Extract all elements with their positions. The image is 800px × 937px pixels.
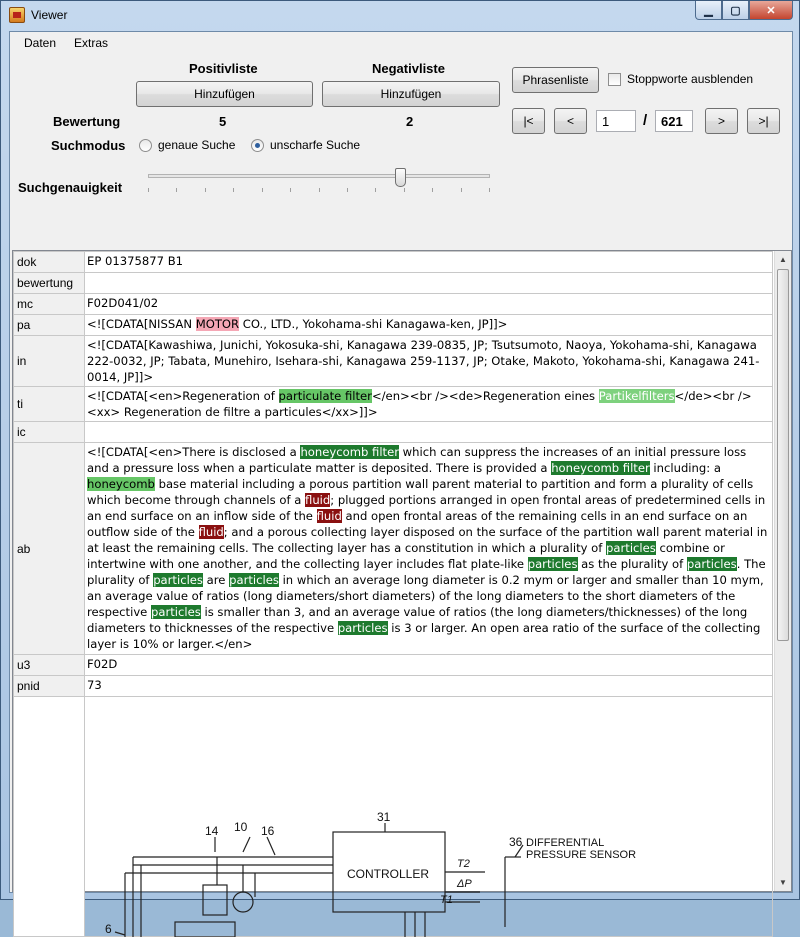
ab-text: ; plugged portions arranged in open frontal areas of predetermined cells in an end surface on an inflow side of the — [87, 493, 766, 523]
slider-tick — [432, 188, 433, 192]
label-16: 16 — [261, 824, 275, 838]
label-31: 31 — [377, 810, 391, 824]
row-value-ti[interactable] — [85, 387, 773, 422]
slider-ticks — [148, 188, 490, 192]
positiv-score: 5 — [219, 114, 227, 129]
ab-text: ; and a porous collecting layer disposed on the surface of the partition wall parent material in at least the remaining cells. The collecting layer has a constitution in which a plurality of — [87, 525, 768, 555]
row-value-mc[interactable]: F02D041/02 — [85, 294, 773, 315]
highlight-particles: particles — [153, 573, 203, 587]
row-value-image — [85, 697, 773, 937]
row-value-u3[interactable]: F02D — [85, 655, 773, 676]
ab-text: which can suppress the increases of an initial pressure loss and a pressure loss when a particulate matter is deposited. There is provided a — [87, 445, 747, 475]
bewertung-label: Bewertung — [53, 114, 121, 129]
highlight-fluid: fluid — [305, 493, 331, 507]
table-row — [14, 273, 773, 294]
row-value-pa[interactable] — [85, 315, 773, 336]
phrasenliste-button[interactable]: Phrasenliste — [512, 67, 599, 93]
ab-text: in which an average long diameter is 0.2 mym or larger and smaller than 10 mym, an average value of ratios (long diameters/short diameters) of the long diameters to the short diameters of the respective — [87, 573, 764, 619]
highlight-fluid: fluid — [316, 509, 342, 523]
table-row — [14, 443, 773, 655]
close-icon: ✕ — [766, 4, 776, 17]
sensor-label-1: DIFFERENTIAL — [526, 837, 605, 849]
label-t2: T2 — [457, 858, 470, 870]
row-key-bewertung: bewertung — [14, 273, 85, 294]
ti-text: </en><br /><de>Regeneration eines — [371, 389, 599, 403]
minimize-button[interactable] — [695, 1, 722, 20]
slider-tick — [375, 188, 376, 192]
ab-text: <![CDATA[<en>There is disclosed a — [87, 445, 301, 459]
controller-label: CONTROLLER — [347, 867, 430, 881]
ab-text: are — [202, 573, 230, 587]
page-input[interactable]: 1 — [596, 110, 636, 132]
page-separator: / — [643, 112, 648, 129]
highlight-honeycomb-filter: honeycomb filter — [551, 461, 650, 475]
row-key-ti: ti — [14, 387, 85, 422]
negativ-add-button[interactable]: Hinzufügen — [322, 81, 500, 107]
suchgenauigkeit-slider-track[interactable] — [148, 174, 490, 178]
row-key-mc: mc — [14, 294, 85, 315]
ti-text: </de><br /><xx> Regeneration de filtre a particules</xx>]]> — [87, 389, 752, 419]
row-value-pnid[interactable]: 73 — [85, 676, 773, 697]
highlight-honeycomb: honeycomb — [87, 477, 155, 491]
ab-text: is smaller than 3, and an average value of ratios (the long diameters/thicknesses) of the long diameters to thicknesses of the respective — [87, 605, 748, 635]
negativliste-header: Negativliste — [372, 61, 445, 76]
highlight-honeycomb-filter: honeycomb filter — [300, 445, 399, 459]
slider-tick — [176, 188, 177, 192]
row-value-ab[interactable] — [85, 443, 773, 655]
suchmodus-label: Suchmodus — [51, 138, 126, 153]
scroll-up-arrow-icon[interactable]: ▲ — [779, 255, 787, 264]
row-value-dok[interactable]: EP 01375877 B1 — [85, 252, 773, 273]
ab-text: and open frontal areas of the remaining cells in an end surface on an outflow side of the — [87, 509, 748, 539]
highlight-particles: particles — [527, 557, 578, 571]
row-value-ic[interactable] — [85, 422, 773, 443]
menu-daten[interactable]: Daten — [24, 36, 57, 50]
radio-genaue-suche[interactable] — [139, 139, 152, 152]
row-key-dok: dok — [14, 252, 85, 273]
highlight-particulate-filter: particulate filter — [278, 389, 372, 403]
table-row — [14, 336, 773, 387]
positivliste-header: Positivliste — [189, 61, 258, 76]
minimize-icon: ▁ — [704, 4, 713, 17]
table-row — [14, 676, 773, 697]
row-key-ab: ab — [14, 443, 85, 655]
slider-tick — [489, 188, 490, 192]
highlight-particles: particles — [229, 573, 279, 587]
highlight-particles: particles — [337, 621, 388, 635]
label-t1: T1 — [440, 894, 453, 906]
maximize-icon: ▢ — [730, 4, 741, 17]
row-key-u3: u3 — [14, 655, 85, 676]
slider-tick — [262, 188, 263, 192]
ab-text: combine or intertwine with one another, and the collecting layer includes flat plate-like — [87, 541, 725, 571]
scrollbar-thumb[interactable] — [777, 269, 789, 641]
scroll-down-arrow-icon[interactable]: ▼ — [779, 878, 787, 887]
table-row — [14, 294, 773, 315]
label-14: 14 — [205, 824, 219, 838]
highlight-particles: particles — [606, 541, 656, 555]
first-page-button[interactable]: |< — [512, 108, 545, 134]
table-row — [14, 422, 773, 443]
row-key-pnid: pnid — [14, 676, 85, 697]
title-bar[interactable] — [1, 1, 799, 31]
row-key-in: in — [14, 336, 85, 387]
row-key-image — [14, 697, 85, 937]
radio-unscharfe-suche-label: unscharfe Suche — [270, 138, 361, 152]
pa-text: CO., LTD., Yokohama-shi Kanagawa-ken, JP]]> — [239, 317, 508, 331]
pa-text: <![CDATA[NISSAN — [87, 317, 196, 331]
slider-tick — [319, 188, 320, 192]
document-table — [12, 250, 792, 936]
slider-tick — [347, 188, 348, 192]
highlight-particles: particles — [151, 605, 201, 619]
window-controls — [695, 1, 793, 21]
negativ-score: 2 — [406, 114, 414, 129]
prev-page-button[interactable]: < — [554, 108, 587, 134]
window-title: Viewer — [31, 8, 68, 22]
next-page-button[interactable]: > — [705, 108, 738, 134]
slider-tick — [205, 188, 206, 192]
ab-text: . The plurality of — [87, 557, 766, 587]
slider-tick — [290, 188, 291, 192]
row-value-in[interactable]: <![CDATA[Kawashiwa, Junichi, Yokosuka-shi, Kanagawa 239-0835, JP; Tsutsumoto, Naoya, Yokohama-shi, Kanagawa 222-0032, JP; Tabata, Munehiro, Isehara-shi, Kanagawa 259-1137, JP; Otake, Makoto, Yokohama-shi, Kanagawa 241-0014, JP]]> — [85, 336, 773, 387]
patent-drawing — [85, 697, 765, 937]
highlight-fluid: fluid — [198, 525, 224, 539]
label-10: 10 — [234, 820, 248, 834]
slider-tick — [461, 188, 462, 192]
row-key-pa: pa — [14, 315, 85, 336]
table-row — [14, 655, 773, 676]
menu-bar — [10, 32, 792, 54]
label-36: 36 — [509, 835, 523, 849]
ab-text: including: a — [649, 461, 721, 475]
table-row — [14, 315, 773, 336]
page-total: 621 — [655, 110, 693, 132]
vertical-scrollbar[interactable] — [774, 251, 791, 891]
radio-unscharfe-suche[interactable] — [251, 139, 264, 152]
row-value-bewertung[interactable] — [85, 273, 773, 294]
table-row — [14, 252, 773, 273]
client-area — [9, 31, 793, 936]
label-dp: ΔP — [457, 878, 472, 890]
label-6: 6 — [105, 922, 112, 936]
slider-tick — [404, 188, 405, 192]
slider-tick — [233, 188, 234, 192]
highlight-partikelfilters: Partikelfilters — [598, 389, 675, 403]
row-key-ic: ic — [14, 422, 85, 443]
maximize-button[interactable] — [722, 1, 749, 20]
ab-text: base material including a porous partition wall parent material to partition and form a plurality of cells which become through channels of a — [87, 477, 754, 507]
close-button[interactable] — [749, 1, 793, 20]
positiv-add-button[interactable]: Hinzufügen — [136, 81, 313, 107]
stoppworte-label: Stoppworte ausblenden — [627, 72, 754, 86]
ab-text: is 3 or larger. An open area ratio of the surface of the collecting layer is 10% or larger.</en> — [87, 621, 761, 651]
table-row — [14, 387, 773, 422]
stoppworte-checkbox[interactable] — [608, 73, 621, 86]
highlight-motor: MOTOR — [195, 317, 240, 331]
last-page-button[interactable]: >| — [747, 108, 780, 134]
menu-extras[interactable]: Extras — [74, 36, 109, 50]
ab-text: as the plurality of — [577, 557, 687, 571]
ti-text: <![CDATA[<en>Regeneration of — [87, 389, 279, 403]
suchgenauigkeit-label: Suchgenauigkeit — [18, 180, 123, 195]
app-icon — [9, 7, 25, 23]
radio-genaue-suche-label: genaue Suche — [158, 138, 236, 152]
highlight-particles: particles — [686, 557, 737, 571]
table-row — [14, 697, 773, 937]
suchgenauigkeit-slider-thumb[interactable] — [395, 168, 406, 187]
slider-tick — [148, 188, 149, 192]
sensor-label-2: PRESSURE SENSOR — [526, 849, 637, 861]
